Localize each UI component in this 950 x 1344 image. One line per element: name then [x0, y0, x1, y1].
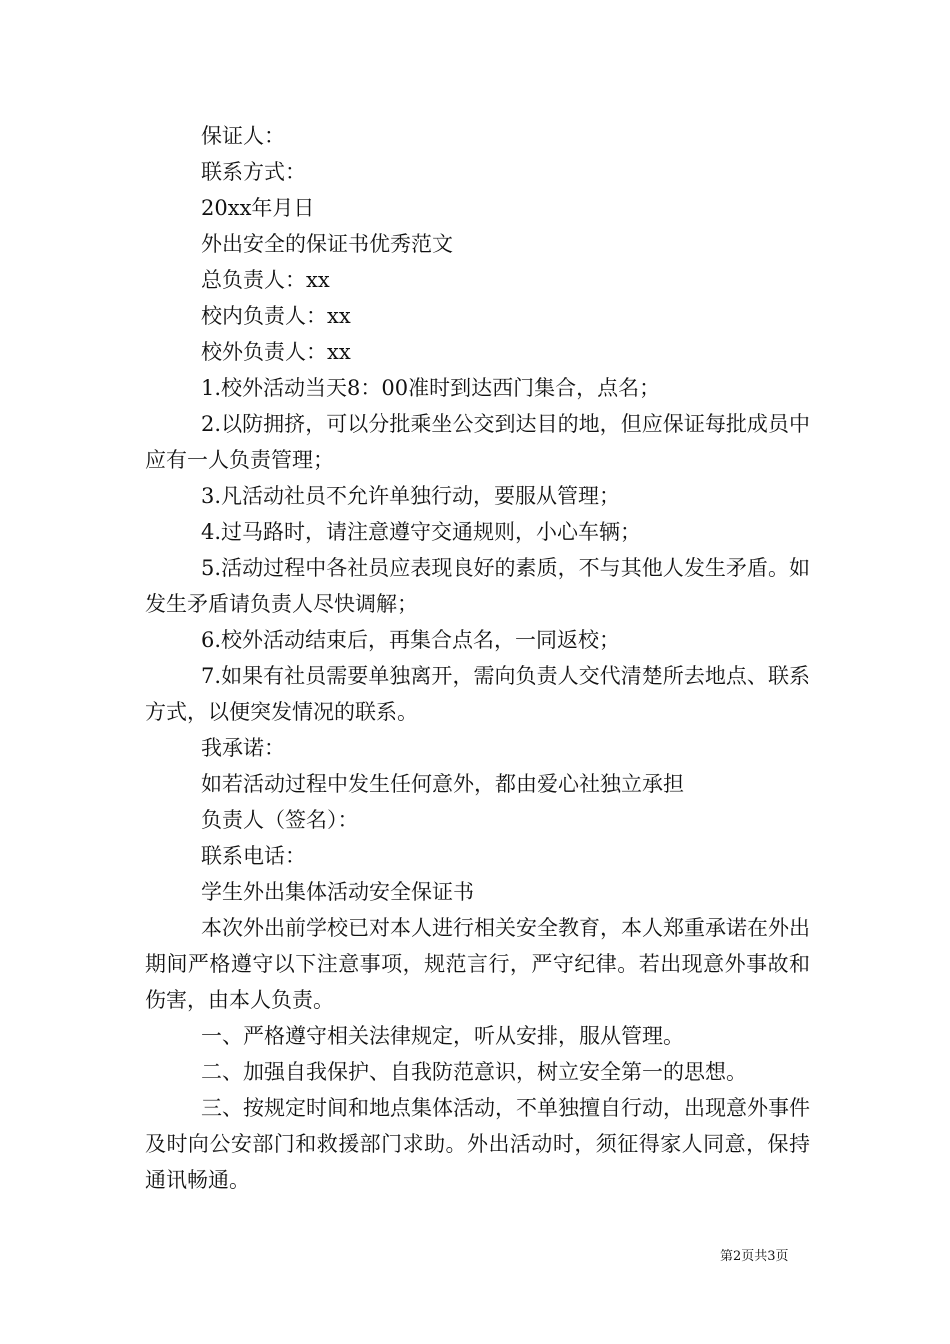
page-number-footer: 第2页共3页: [720, 1249, 789, 1264]
paragraph-item-one: 一、严格遵守相关法律规定，听从安排，服从管理。: [201, 1024, 684, 1048]
paragraph-rule-6: 6.校外活动结束后，再集合点名，一同返校；: [201, 628, 621, 652]
paragraph-date: 20xx年月日: [201, 196, 315, 220]
paragraph-rule-7: 7.如果有社员需要单独离开，需向负责人交代清楚所去地点、联系方式，以便突发情况的联系。: [145, 664, 810, 724]
document-body: [145, 118, 810, 1198]
paragraph-liability: 如若活动过程中发生任何意外，都由爱心社独立承担: [201, 772, 684, 796]
paragraph-title-outing-safety: 外出安全的保证书优秀范文: [201, 232, 453, 256]
paragraph-signature: 负责人（签名）：: [201, 808, 359, 832]
paragraph-rule-1: 1.校外活动当天8：00准时到达西门集合，点名；: [201, 376, 661, 400]
paragraph-title-student-outing: 学生外出集体活动安全保证书: [201, 880, 474, 904]
paragraph-pledge-intro: 本次外出前学校已对本人进行相关安全教育，本人郑重承诺在外出期间严格遵守以下注意事项，规范言行，严守纪律。若出现意外事故和伤害，由本人负责。: [145, 916, 810, 1012]
paragraph-phone: 联系电话：: [201, 844, 306, 868]
paragraph-rule-5: 5.活动过程中各社员应表现良好的素质，不与其他人发生矛盾。如发生矛盾请负责人尽快调解；: [145, 556, 810, 616]
paragraph-i-promise: 我承诺：: [201, 736, 285, 760]
paragraph-item-three: 三、按规定时间和地点集体活动，不单独擅自行动，出现意外事件及时向公安部门和救援部门求助。外出活动时，须征得家人同意，保持通讯畅通。: [145, 1096, 810, 1192]
paragraph-guarantor: 保证人：: [201, 124, 285, 148]
paragraph-on-campus-responsible: 校内负责人：xx: [201, 304, 351, 328]
paragraph-contact-method: 联系方式：: [201, 160, 306, 184]
paragraph-rule-4: 4.过马路时，请注意遵守交通规则，小心车辆；: [201, 520, 642, 544]
paragraph-rule-2: 2.以防拥挤，可以分批乘坐公交到达目的地，但应保证每批成员中应有一人负责管理；: [145, 412, 810, 472]
paragraph-off-campus-responsible: 校外负责人：xx: [201, 340, 351, 364]
paragraph-chief-responsible: 总负责人：xx: [201, 268, 330, 292]
paragraph-item-two: 二、加强自我保护、自我防范意识，树立安全第一的思想。: [201, 1060, 747, 1084]
paragraph-rule-3: 3.凡活动社员不允许单独行动，要服从管理；: [201, 484, 621, 508]
